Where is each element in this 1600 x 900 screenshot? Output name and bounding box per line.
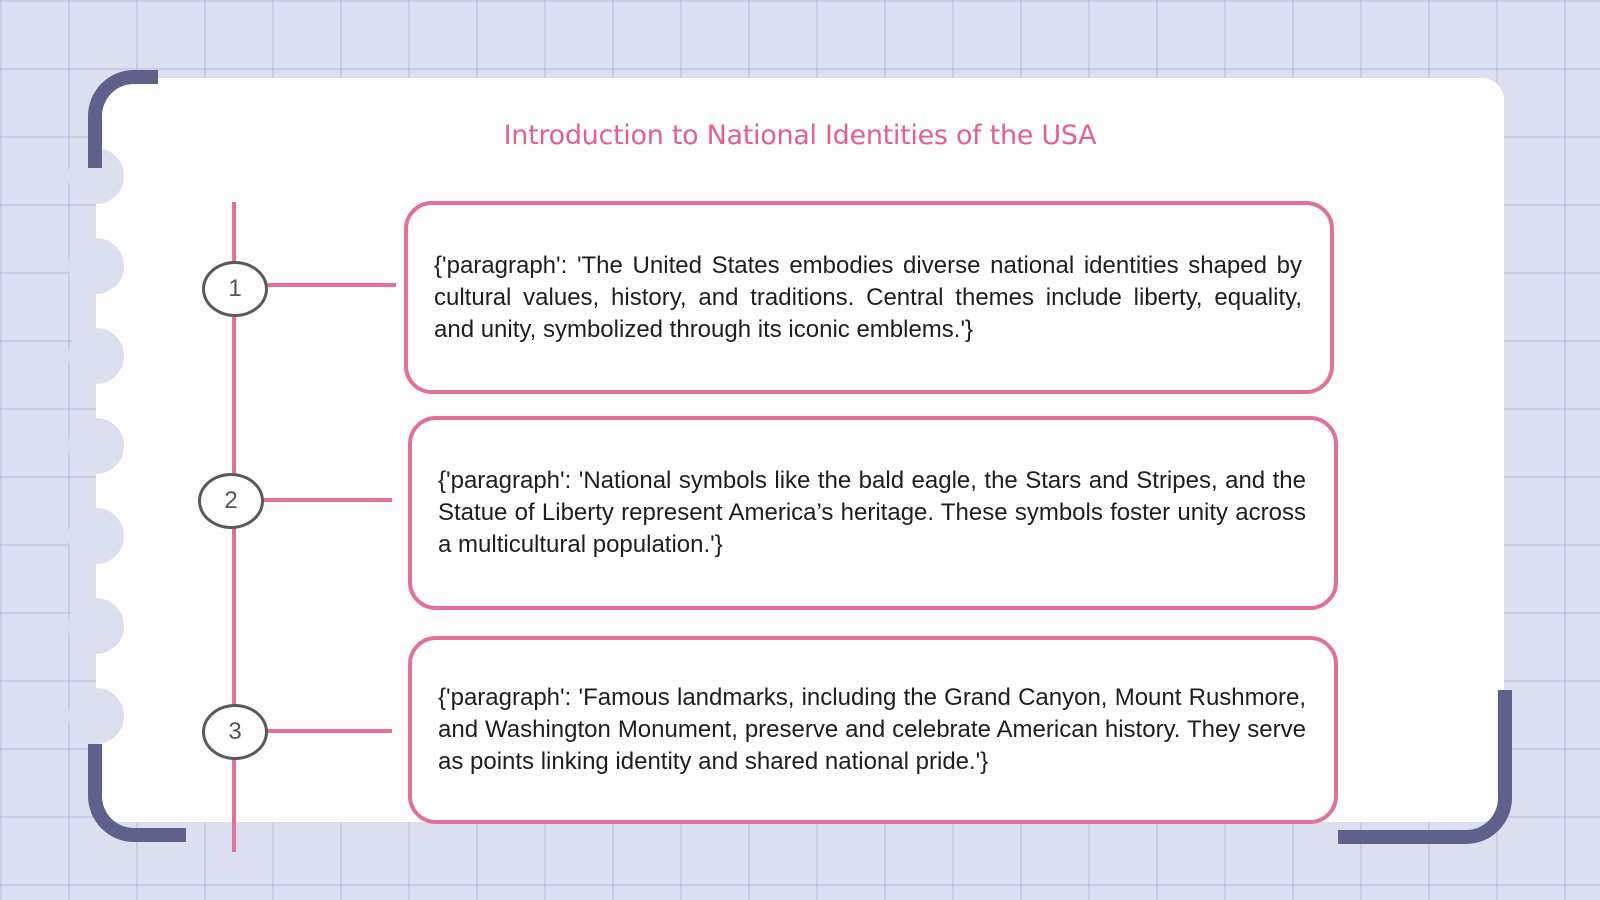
card-paragraph: {'paragraph': 'Famous landmarks, including the Grand Canyon, Mount Rushmore, and Washington Monument, preserve and celebrate American history. They serve as points linking identity and shared national pride.'} [438,684,1306,775]
timeline-connector [266,729,392,733]
scallop-decoration [68,328,124,384]
timeline-node-2: 2 [198,473,264,529]
frame-corner-bottom-left [88,744,186,842]
scallop-decoration [68,688,124,744]
card-paragraph: {'paragraph': 'National symbols like the bald eagle, the Stars and Stripes, and the Statue of Liberty represent America’s heritage. These symbols foster unity across a multicultural population.'} [438,467,1306,558]
timeline-connector [266,283,396,287]
frame-corner-bottom-right [1338,690,1512,844]
timeline-connector [262,498,392,502]
timeline-card-2 [408,416,1338,610]
card-paragraph: {'paragraph': 'The United States embodies diverse national identities shaped by cultural values, history, and traditions. Central themes include liberty, equality, and unity, symbolized through its iconic emblems.'} [434,251,1302,343]
timeline-card-3 [408,636,1338,824]
timeline-card-1 [404,201,1334,394]
scallop-decoration [68,598,124,654]
timeline-node-1: 1 [202,261,268,317]
timeline-node-3: 3 [202,704,268,760]
scallop-decoration [68,418,124,474]
frame-corner-top-left [88,70,158,168]
scallop-decoration [68,508,124,564]
scallop-decoration [68,238,124,294]
slide-title: Introduction to National Identities of the USA [503,120,1097,151]
